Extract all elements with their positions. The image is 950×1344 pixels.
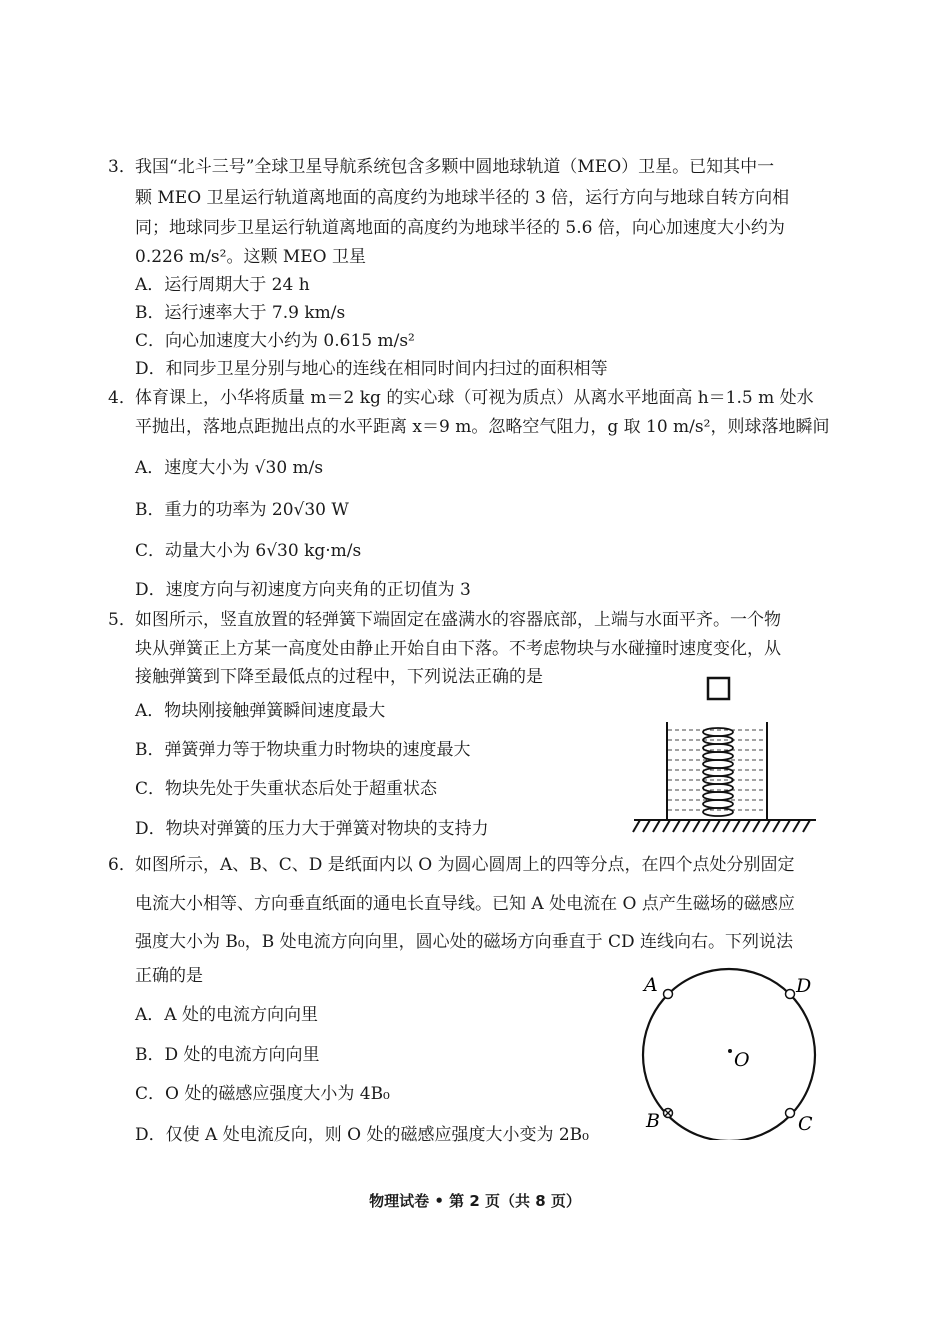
answer-option: C．O 处的磁感应强度大小为 4B₀ — [135, 1084, 390, 1104]
answer-option: C．物块先处于失重状态后处于超重状态 — [135, 779, 438, 799]
question-number: 6． — [108, 855, 136, 875]
answer-option: B．弹簧弹力等于物块重力时物块的速度最大 — [135, 740, 471, 760]
spring — [703, 728, 733, 816]
label-c: C — [798, 1113, 813, 1135]
answer-option: B．运行速率大于 7.9 km/s — [135, 303, 346, 323]
ground — [633, 820, 816, 832]
question-text-line: 颗 MEO 卫星运行轨道离地面的高度约为地球半径的 3 倍，运行方向与地球自转方向相 — [135, 188, 790, 208]
question-text-line: 块从弹簧正上方某一高度处由静止开始自由下落。不考虑物块与水碰撞时速度变化，从 — [135, 639, 781, 659]
answer-option: A．A 处的电流方向向里 — [135, 1005, 318, 1025]
question-number: 3． — [108, 157, 136, 177]
answer-option: D．和同步卫星分别与地心的连线在相同时间内扫过的面积相等 — [135, 359, 608, 379]
question-text-line: 体育课上，小华将质量 m＝2 kg 的实心球（可视为质点）从离水平地面高 h＝1.5 m 处水 — [135, 388, 814, 408]
question-text-line: 电流大小相等、方向垂直纸面的通电长直导线。已知 A 处电流在 O 点产生磁场的磁感应 — [135, 894, 795, 914]
question-text-line: 如图所示，竖直放置的轻弹簧下端固定在盛满水的容器底部，上端与水面平齐。一个物 — [135, 610, 781, 630]
answer-option: D．仅使 A 处电流反向，则 O 处的磁感应强度大小变为 2B₀ — [135, 1125, 589, 1145]
label-d: D — [796, 975, 812, 997]
spring-container-figure — [630, 672, 820, 840]
question-text-line: 正确的是 — [135, 966, 203, 986]
block — [708, 678, 729, 699]
answer-option: D．物块对弹簧的压力大于弹簧对物块的支持力 — [135, 819, 489, 839]
question-text-line: 如图所示，A、B、C、D 是纸面内以 O 为圆心圆周上的四等分点，在四个点处分别固定 — [135, 855, 795, 875]
answer-option: D．速度方向与初速度方向夹角的正切值为 3 — [135, 580, 471, 600]
question-text-line: 同；地球同步卫星运行轨道离地面的高度约为地球半径的 5.6 倍，向心加速度大小约为 — [135, 218, 785, 238]
page-footer: 物理试卷 • 第 2 页（共 8 页） — [369, 1192, 581, 1210]
label-a: A — [644, 974, 658, 996]
center-point — [728, 1049, 732, 1053]
question-text-line: 平抛出，落地点距抛出点的水平距离 x＝9 m。忽略空气阻力，g 取 10 m/s²，则球落地瞬间 — [135, 417, 830, 437]
question-number: 5． — [108, 610, 136, 630]
question-text-line: 我国“北斗三号”全球卫星导航系统包含多颗中圆地球轨道（MEO）卫星。已知其中一 — [135, 157, 775, 177]
label-b: B — [646, 1110, 660, 1132]
label-o: O — [734, 1049, 750, 1071]
question-text-line: 强度大小为 B₀，B 处电流方向向里，圆心处的磁场方向垂直于 CD 连线向右。下列说法 — [135, 932, 794, 952]
answer-option: C．向心加速度大小约为 0.615 m/s² — [135, 331, 415, 351]
answer-option: C．动量大小为 6√30 kg·m/s — [135, 541, 362, 561]
answer-option: B．重力的功率为 20√30 W — [135, 500, 349, 520]
answer-option: A．速度大小为 √30 m/s — [135, 458, 324, 478]
question-text-line: 0.226 m/s²。这颗 MEO 卫星 — [135, 247, 367, 267]
point-b — [664, 1109, 673, 1118]
answer-option: B．D 处的电流方向向里 — [135, 1045, 320, 1065]
question-number: 4． — [108, 388, 136, 408]
circle-wires-figure — [630, 960, 830, 1140]
answer-option: A．运行周期大于 24 h — [135, 275, 310, 295]
point-d — [786, 990, 795, 999]
point-a — [664, 990, 673, 999]
answer-option: A．物块刚接触弹簧瞬间速度最大 — [135, 701, 386, 721]
point-c — [786, 1109, 795, 1118]
question-text-line: 接触弹簧到下降至最低点的过程中，下列说法正确的是 — [135, 667, 543, 687]
